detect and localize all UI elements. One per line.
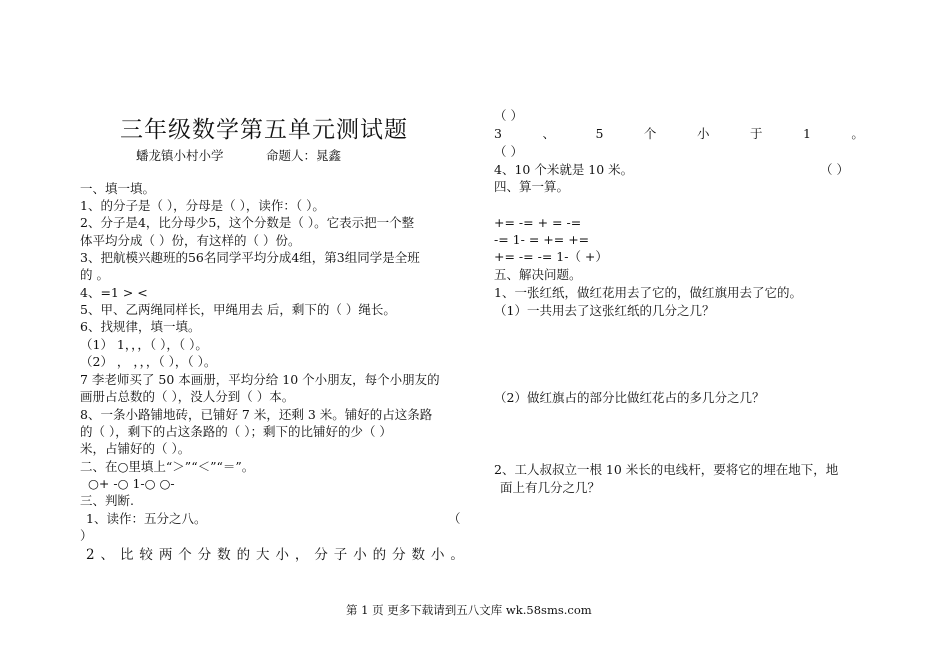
- judge-2-char: 数: [217, 547, 231, 563]
- section-2-heading: 二、在○里填上“＞”“＜”“＝”。: [80, 459, 255, 474]
- judge-2-char: 两: [158, 547, 173, 563]
- judge-4: 4、10 个米就是 10 米。: [494, 162, 634, 177]
- page-footer: 第 1 页 更多下载请到五八文库 wk.58sms.com: [346, 603, 592, 617]
- question-1: 1、的分子是（ ），分母是（ ），读作：（ ）。: [80, 198, 325, 213]
- problem-2-line-2: 面上有几分之几？: [500, 480, 601, 495]
- judge-2-char: 2: [86, 547, 95, 563]
- question-8-line-2: 的（ ），剩下的占这条路的（ ）；剩下的比铺好的少（ ）: [80, 424, 392, 439]
- question-8-line-1: 8、一条小路铺地砖，已铺好 7 米，还剩 3 米。铺好的占这条路: [80, 407, 433, 422]
- question-7-line-2: 画册占总数的（ ），没人分到（ ）本。: [80, 389, 295, 404]
- author: 命题人：晁鑫: [266, 148, 342, 163]
- judge-3-paren: （ ）: [494, 144, 523, 159]
- problem-1: 1、一张红纸，做红花用去了它的，做红旗用去了它的。: [494, 285, 802, 300]
- judge-2-char: 数: [411, 547, 426, 563]
- judge-3: [494, 125, 864, 143]
- problem-2-line-1: 2、工人叔叔立一根 10 米长的电线杆，要将它的埋在地下，地: [494, 462, 839, 477]
- judge-3-char: 1: [802, 126, 811, 141]
- judge-2-char: 。: [450, 547, 464, 563]
- judge-1: 1、读作：五分之八。: [86, 511, 207, 526]
- problem-1-part-1: （1）一共用去了这张红纸的几分之几？: [494, 303, 715, 318]
- judge-2-char: 小: [275, 547, 289, 563]
- judge-3-char: 。: [851, 126, 864, 141]
- problem-1-part-2: （2）做红旗占的部分比做红花占的多几分之几？: [494, 390, 765, 405]
- judge-3-char: 、: [542, 126, 555, 141]
- question-6: 6、找规律，填一填。: [80, 319, 201, 334]
- section-3-heading: 三、判断.: [80, 493, 134, 508]
- question-8-line-3: 米，占铺好的（ ）。: [80, 441, 191, 456]
- judge-2-char: 分: [197, 547, 212, 563]
- section-1-heading: 一、填一填。: [80, 181, 156, 196]
- judge-2-char: 大: [256, 547, 270, 563]
- judge-2-char: 子: [333, 547, 348, 563]
- judge-2-char: 、: [100, 547, 115, 563]
- section-5-heading: 五、解决问题。: [494, 267, 582, 282]
- question-6-part-1: （1） 1，，，（ ），（ ）。: [80, 337, 208, 352]
- judge-2-char: 比: [119, 547, 134, 563]
- calc-row-2: -= 1- = += +=: [494, 232, 590, 247]
- calc-row-3: += -= -= 1-（ +）: [494, 249, 608, 264]
- judge-4-paren: （ ）: [820, 162, 849, 177]
- judge-2-char: 分: [392, 547, 406, 563]
- question-7-line-1: 7 李老师买了 50 本画册，平均分给 10 个小朋友，每个小朋友的: [80, 372, 440, 387]
- judge-3-char: 5: [595, 126, 604, 141]
- question-5: 5、甲、乙两绳同样长，甲绳用去 后，剩下的（ ）绳长。: [80, 302, 396, 317]
- judge-1-paren-close: ）: [80, 528, 93, 543]
- judge-2-paren: （ ）: [494, 108, 523, 123]
- question-2-line-2: 体平均分成（ ）份，有这样的（ ）份。: [80, 233, 301, 248]
- judge-3-char: 个: [643, 126, 657, 141]
- judge-2-char: 较: [139, 547, 153, 563]
- judge-2-char: 小: [430, 547, 445, 563]
- section-4-heading: 四、算一算。: [494, 179, 570, 194]
- judge-2-char: 个: [178, 547, 192, 563]
- judge-2-char: ，: [294, 547, 309, 563]
- compare-items: ○+ -○ 1-○ ○-: [88, 476, 175, 491]
- question-4: 4、=1 > <: [80, 285, 148, 300]
- calc-row-1: += -= + = -=: [494, 215, 582, 230]
- judge-2-char: 分: [314, 547, 328, 563]
- judge-2-char: 的: [236, 547, 251, 563]
- judge-3-char: 3: [494, 126, 502, 141]
- school-name: 蟠龙镇小村小学: [136, 148, 224, 163]
- judge-1-paren-open: （: [448, 511, 461, 526]
- judge-2: [86, 546, 464, 564]
- judge-3-char: 小: [696, 126, 710, 141]
- question-3-line-2: 的 。: [80, 267, 109, 282]
- judge-3-char: 于: [749, 126, 763, 141]
- question-2-line-1: 2、分子是4，比分母少5，这个分数是（ ）。它表示把一个整: [80, 215, 415, 230]
- judge-2-char: 小: [353, 547, 367, 563]
- page-title: 三年级数学第五单元测试题: [120, 117, 408, 143]
- judge-2-char: 的: [372, 547, 387, 563]
- question-3-line-1: 3、把航模兴趣班的56名同学平均分成4组，第3组同学是全班: [80, 250, 420, 265]
- question-6-part-2: （2） ， ，，，（ ），（ ）。: [80, 354, 217, 369]
